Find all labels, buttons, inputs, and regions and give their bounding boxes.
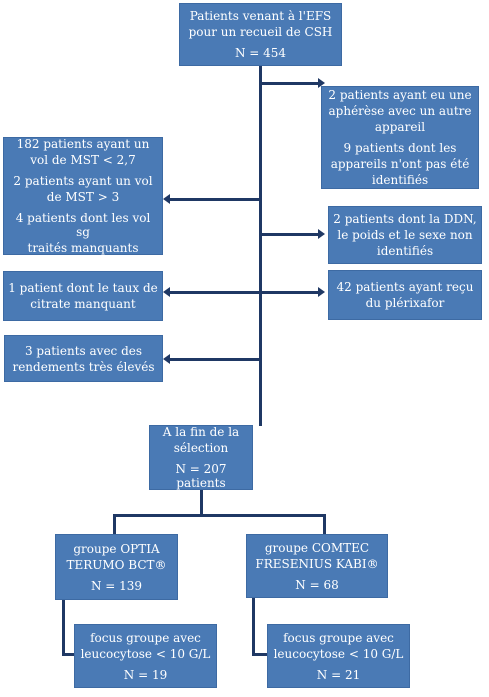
start-line1: Patients venant à l'EFS [189, 9, 332, 23]
left1-line4: de MST > 3 [46, 190, 120, 204]
focus-box-comtec [267, 624, 410, 688]
end-line2: sélection [173, 441, 229, 455]
exclusion-box-right1 [321, 86, 479, 189]
left1-line3: 2 patients ayant un vol [13, 174, 153, 188]
right2-line2: le poids et le sexe non [337, 228, 473, 242]
group1-focus-connector [62, 653, 74, 656]
group2-focus-connector [252, 653, 267, 656]
connector-right3 [261, 291, 321, 294]
connector-left1 [170, 198, 259, 201]
right1-line2: aphérèse avec un autre [328, 104, 472, 118]
start-box [179, 3, 342, 66]
focus2-count: N = 21 [316, 667, 361, 682]
right2-line3: identifiés [376, 244, 434, 258]
exclusion-box-right3 [328, 270, 482, 320]
connector-left2 [170, 291, 259, 294]
right1-line4: 9 patients dont les [343, 141, 457, 155]
right3-line1: 42 patients ayant reçu [336, 280, 474, 294]
connector-right2 [261, 233, 321, 236]
end-count: N = 207 patients [175, 462, 227, 490]
focus2-line1: focus groupe avec [283, 630, 394, 645]
start-count: N = 454 [234, 46, 287, 60]
end-down-line [200, 490, 203, 516]
group2-line2: FRESENIUS KABI® [255, 556, 379, 571]
end-box [149, 425, 253, 490]
arrow-left1 [163, 194, 170, 204]
split-left-drop [113, 514, 116, 534]
group-box-optia [55, 534, 178, 600]
focus2-line2: leucocytose < 10 G/L [273, 646, 404, 661]
split-horizontal-line [113, 514, 326, 517]
left3-line1: 3 patients avec des [24, 343, 143, 358]
left3-line2: rendements très élevés [12, 359, 155, 374]
group2-count: N = 68 [295, 577, 339, 592]
exclusion-box-left3 [4, 335, 163, 382]
focus-box-optia [74, 624, 217, 688]
arrow-right3 [318, 287, 325, 297]
right1-line6: identifiés [371, 173, 429, 187]
arrow-right2 [318, 229, 325, 239]
connector-right1 [261, 82, 321, 85]
focus1-count: N = 19 [123, 667, 168, 682]
start-line2: pour un recueil de CSH [188, 25, 333, 39]
exclusion-box-left1 [3, 137, 163, 255]
end-line1: A la fin de la [162, 425, 240, 439]
group-box-comtec [246, 534, 388, 598]
right1-line5: appareils n'ont pas été [330, 157, 470, 171]
group1-down-line [62, 600, 65, 656]
left1-line5: 4 patients dont les vol sg [15, 211, 151, 239]
left1-line6: traités manquants [27, 241, 139, 255]
left1-line1: 182 patients ayant un [16, 137, 150, 151]
split-right-drop [323, 514, 326, 534]
group1-count: N = 139 [90, 578, 143, 593]
group2-line1: groupe COMTEC [264, 540, 370, 555]
right2-line1: 2 patients dont la DDN, [333, 212, 477, 226]
group1-line1: groupe OPTIA [73, 541, 160, 556]
connector-left3 [170, 358, 259, 361]
exclusion-box-right2 [328, 206, 482, 264]
right1-line1: 2 patients ayant eu une [328, 88, 472, 102]
focus1-line1: focus groupe avec [90, 630, 201, 645]
right3-line2: du plérixafor [365, 296, 445, 310]
main-vertical-line [259, 66, 262, 426]
left2-line2: citrate manquant [30, 297, 136, 311]
group1-line2: TERUMO BCT® [66, 557, 167, 572]
arrow-left3 [163, 354, 170, 364]
arrow-left2 [163, 287, 170, 297]
left1-line2: vol de MST < 2,7 [30, 153, 136, 167]
right1-line3: appareil [374, 120, 426, 134]
exclusion-box-left2 [3, 271, 163, 321]
focus1-line2: leucocytose < 10 G/L [80, 646, 211, 661]
left2-line1: 1 patient dont le taux de [8, 281, 158, 295]
group2-down-line [252, 598, 255, 656]
